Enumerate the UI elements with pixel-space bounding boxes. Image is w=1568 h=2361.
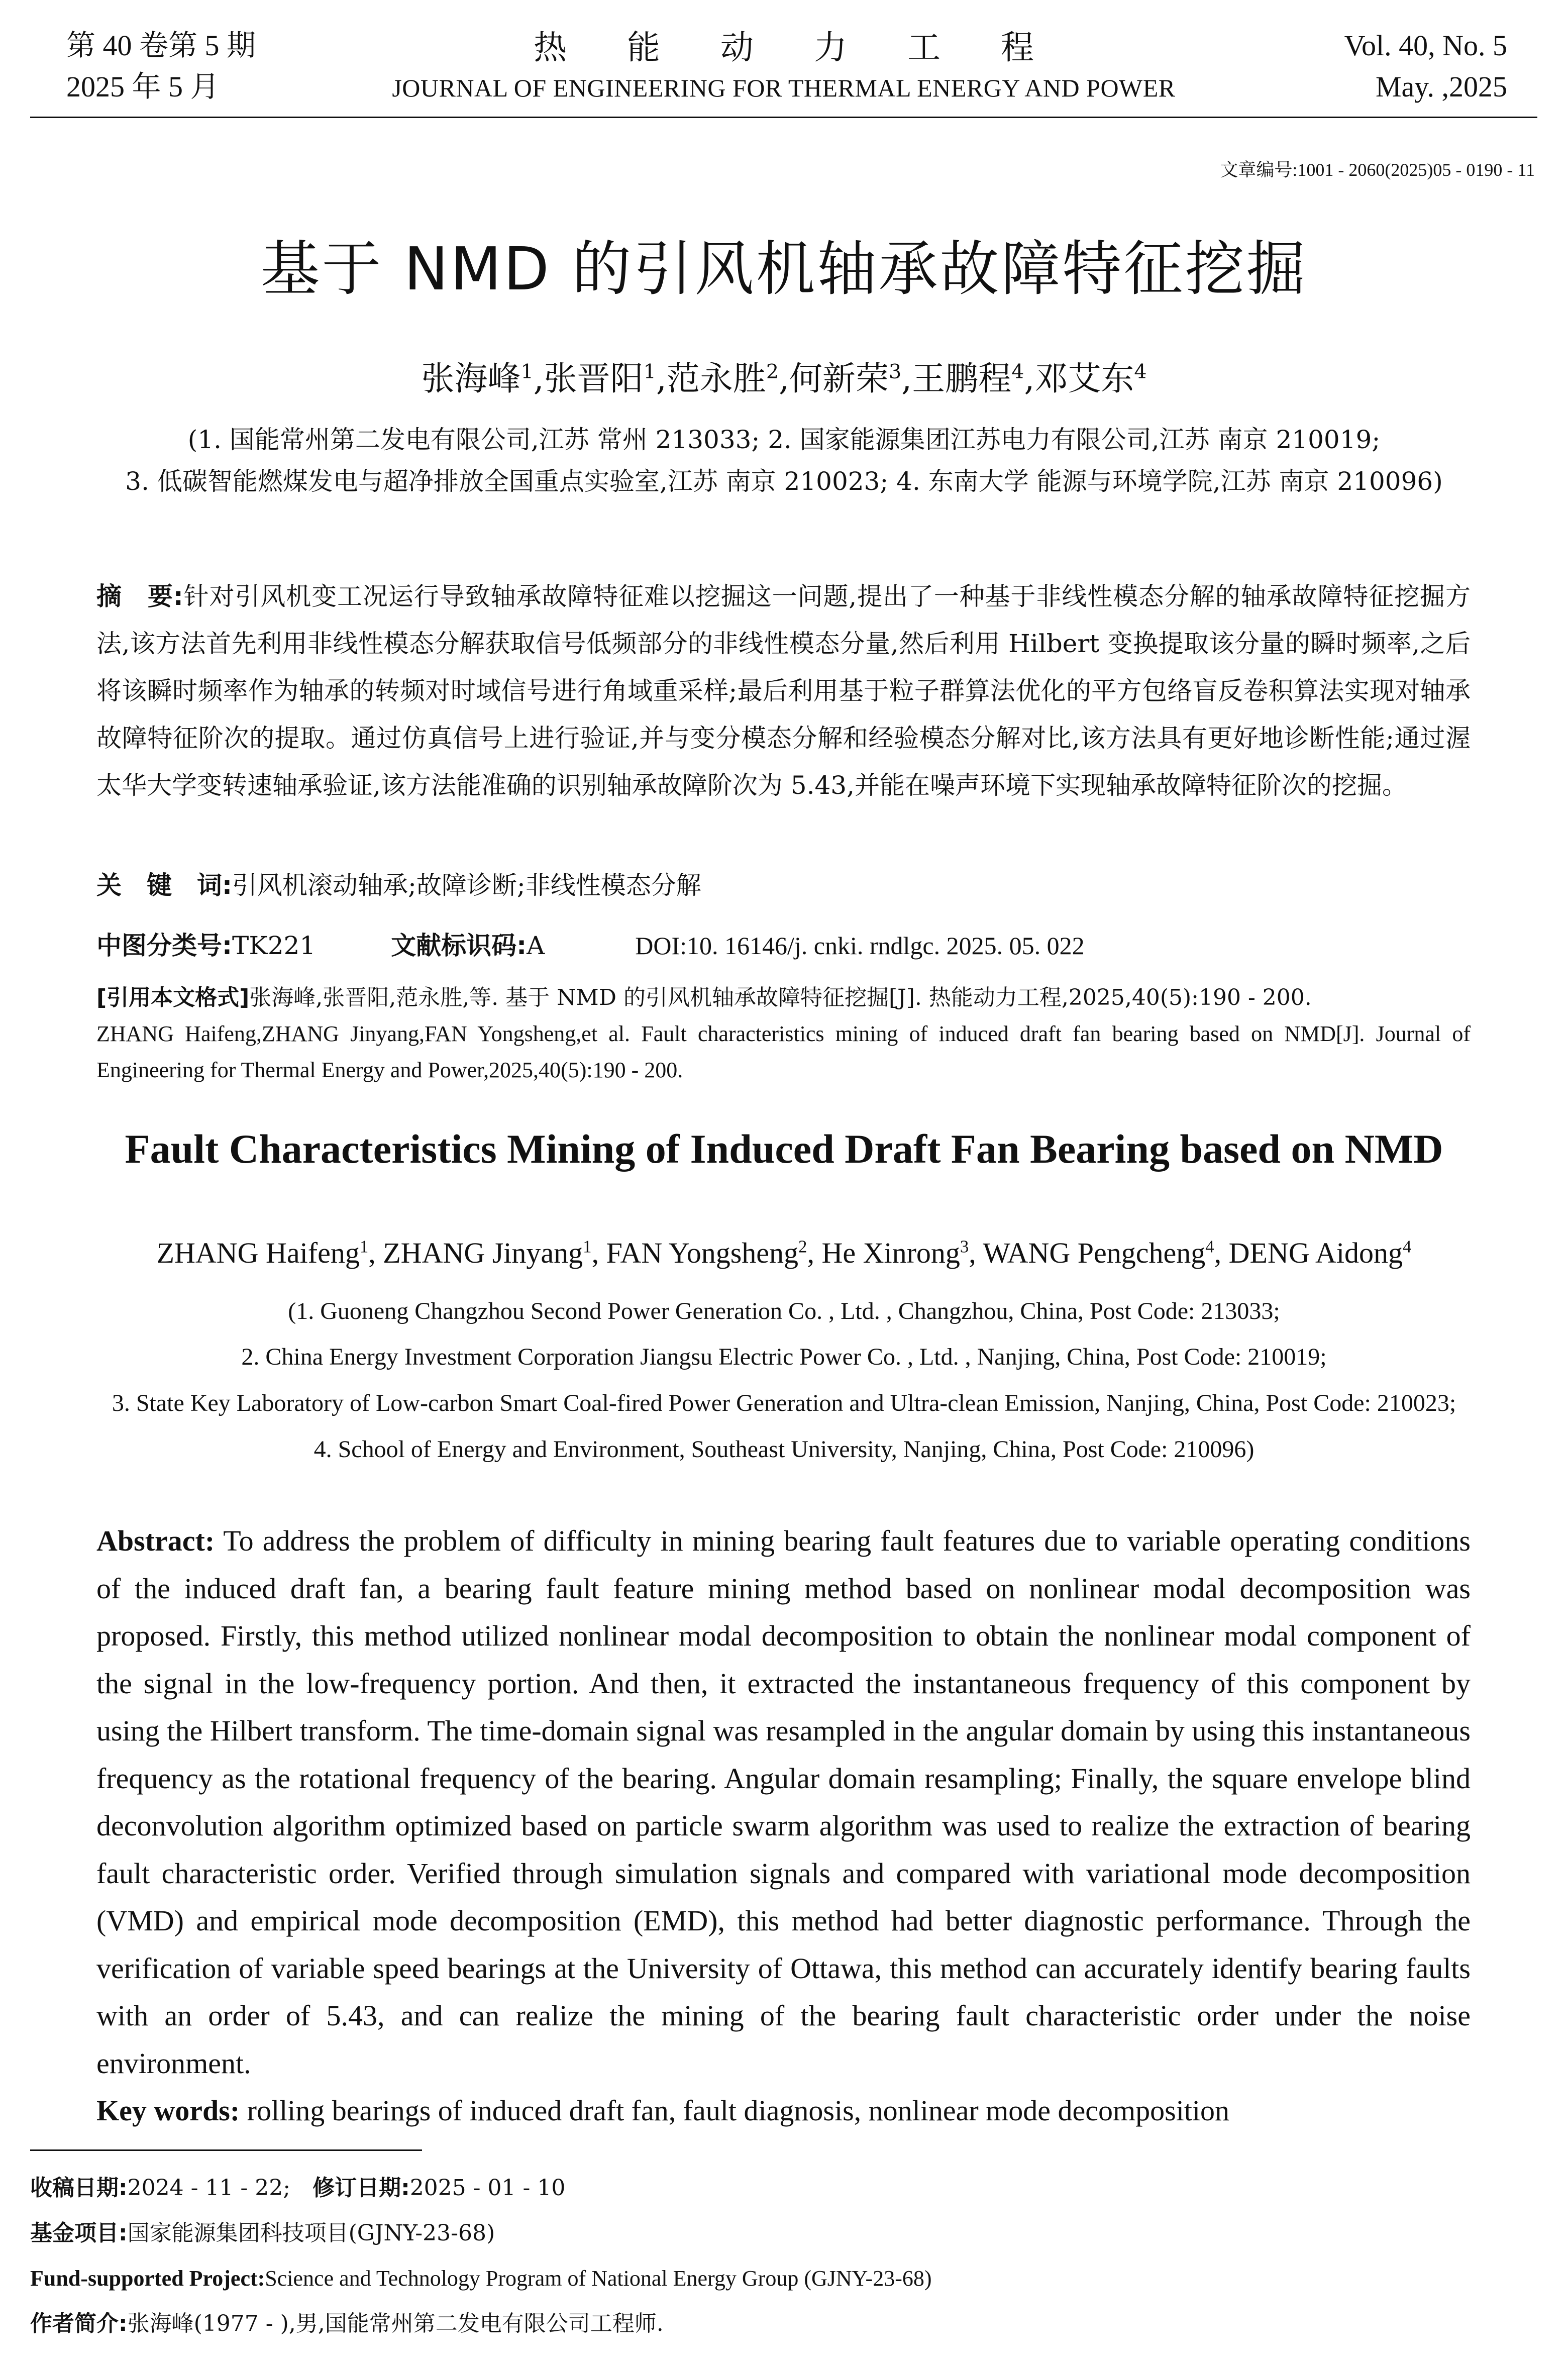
author-cn: 何新荣$^3$, [789,359,912,398]
abstract-cn-text: 针对引风机变工况运行导致轴承故障特征难以挖掘这一问题,提出了一种基于非线性模态分解的轴承故障特征挖掘方法,该方法首先利用非线性模态分解获取信号低频部分的非线性模态分量,然后利用 Hilbert 变换提取该分量的瞬时频率,之后将该瞬时频率作为轴承的转频对时域信号进行角域重采样;最后利用基于粒子群算法优化的平方包络盲反卷积算法实现对轴承故障特征阶次的提取。通过仿真信号上进行验证,并与变分模态分解和经验模态分解对比,该方法具有更好地诊断性能;通过渥太华大学变转速轴承验证,该方法能准确的识别轴承故障阶次为 5.43,并能在噪声环境下实现轴承故障特征阶次的挖掘。 [96,582,1471,800]
author-en: WANG Pengcheng$^4$, [983,1237,1229,1269]
author-en: He Xinrong$^3$, [821,1237,983,1269]
author-cn: 范永胜$^2$, [666,359,789,398]
author-cn: 张海峰$^1$, [421,359,544,398]
affiliation-en-line: 3. State Key Laboratory of Low-carbon Smart Coal-fired Power Generation and Ultra-clean Emission, Nanjing, China, Post Code: 210023; [112,1390,1456,1416]
journal-name-cn: 热能动力工程 [534,28,1094,67]
classification-line [96,926,1471,966]
keywords-cn-text: 引风机滚动轴承;故障诊断;非线性模态分解 [232,871,701,900]
volume-issue-cn: 第 40 卷第 5 期 [66,29,256,62]
footnote-fund-en: Fund-supported Project:Science and Technology Program of National Energy Group (GJNY-23-68) [30,2266,932,2291]
abstract-cn [96,573,1471,809]
abstract-en [96,1517,1471,2135]
abstract-en-label: Abstract: [96,1524,215,1557]
author-cn: 张晋阳$^1$, [544,359,667,398]
affiliation-cn-line: (1. 国能常州第二发电有限公司,江苏 常州 213033; 2. 国家能源集团江苏电力有限公司,江苏 南京 210019; [187,425,1381,454]
header-rule [30,117,1537,118]
journal-name [352,25,1216,106]
footnote-dates: 收稿日期:2024 - 11 - 22; 修订日期:2025 - 01 - 10 [30,2175,566,2201]
doc-code-value: A [527,931,545,960]
keywords-en-text: rolling bearings of induced draft fan, fault diagnosis, nonlinear mode decomposition [247,2094,1230,2127]
affiliation-en-line: 4. School of Energy and Environment, Southeast University, Nanjing, China, Post Code: 210096) [313,1436,1255,1463]
citation-label: [引用本文格式] [96,985,250,1010]
footnote-fund-cn: 基金项目:国家能源集团科技项目(GJNY-23-68) [30,2220,495,2246]
journal-issue-en [1306,25,1507,108]
affiliation-en-line: 2. China Energy Investment Corporation Jiangsu Electric Power Co. , Ltd. , Nanjing, China, Post Code: 210019; [241,1344,1327,1370]
journal-issue-cn [66,25,256,108]
author-cn: 邓艾东$^4$ [1034,359,1147,398]
abstract-en-text: To address the problem of difficulty in mining bearing fault features due to variable operating conditions of the induced draft fan, a bearing fault feature mining method based on nonlinear modal decomposition was proposed. Firstly, this method utilized nonlinear modal decomposition to obtain the nonlinear modal component of the signal in the low-frequency portion. And then, it extracted the instantaneous frequency of this component by using the Hilbert transform. The time-domain signal was resampled in the angular domain by using this instantaneous frequency as the rotational frequency of the bearing. Angular domain resampling; Finally, the square envelope blind deconvolution algorithm optimized based on particle swarm algorithm was used to realize the extraction of bearing fault characteristic order. Verified through simulation signals and compared with variational mode decomposition (VMD) and empirical mode decomposition (EMD), this method had better diagnostic performance. Through the verification of variable speed bearings at the University of Ottawa, this method can accurately identify bearing faults with an order of 5.43, and can realize the mining of the bearing fault characteristic order under the noise environment. [96,1524,1471,2080]
journal-name-en: JOURNAL OF ENGINEERING FOR THERMAL ENERGY AND POWER [392,74,1176,102]
doc-code-label: 文献标识码: [391,931,527,960]
citation-en: ZHANG Haifeng,ZHANG Jinyang,FAN Yongsheng,et al. Fault characteristics mining of induced draft fan bearing based on NMD[J]. Journal of Engineering for Thermal Energy and Power,2025,40(5):190 - 200. [96,1021,1471,1082]
title-en: Fault Characteristics Mining of Induced Draft Fan Bearing based on NMD [125,1126,1443,1172]
author-en: ZHANG Jinyang$^1$, [383,1237,606,1269]
abstract-cn-label: 摘 要: [96,582,183,611]
author-en: FAN Yongsheng$^2$, [606,1237,822,1269]
footnote-rule [30,2149,422,2151]
author-en: DENG Aidong$^4$ [1228,1237,1412,1269]
title-cn: 基于 NMD 的引风机轴承故障特征挖掘 [260,234,1308,303]
date-cn: 2025 年 5 月 [66,70,220,103]
keywords-cn [96,865,1471,905]
affiliation-cn-line: 3. 低碳智能燃煤发电与超净排放全国重点实验室,江苏 南京 210023; 4. 东南大学 能源与环境学院,江苏 南京 210096) [125,467,1443,496]
keywords-en-label: Key words: [96,2094,240,2127]
affiliation-en-line: (1. Guoneng Changzhou Second Power Generation Co. , Ltd. , Changzhou, China, Post Code: 213033; [288,1298,1280,1324]
author-cn: 王鹏程$^4$, [912,359,1035,398]
citation [96,980,1471,1088]
citation-cn: 张海峰,张晋阳,范永胜,等. 基于 NMD 的引风机轴承故障特征挖掘[J]. 热能动力工程,2025,40(5):190 - 200. [249,985,1312,1010]
keywords-cn-label: 关 键 词: [96,871,232,900]
footnote-author-bio: 作者简介:张海峰(1977 - ),男,国能常州第二发电有限公司工程师. [30,2311,664,2336]
date-en: May. ,2025 [1375,70,1507,103]
author-en: ZHANG Haifeng$^1$, [156,1237,383,1269]
doi: DOI:10. 16146/j. cnki. rndlgc. 2025. 05. 022 [635,932,1085,960]
volume-issue-en: Vol. 40, No. 5 [1344,29,1507,62]
article-number: 文章编号:1001 - 2060(2025)05 - 0190 - 11 [1220,160,1535,180]
authors-en [0,1236,1568,1270]
clc-label: 中图分类号: [96,931,232,960]
authors-cn [0,352,1568,399]
clc-value: TK221 [232,931,316,960]
